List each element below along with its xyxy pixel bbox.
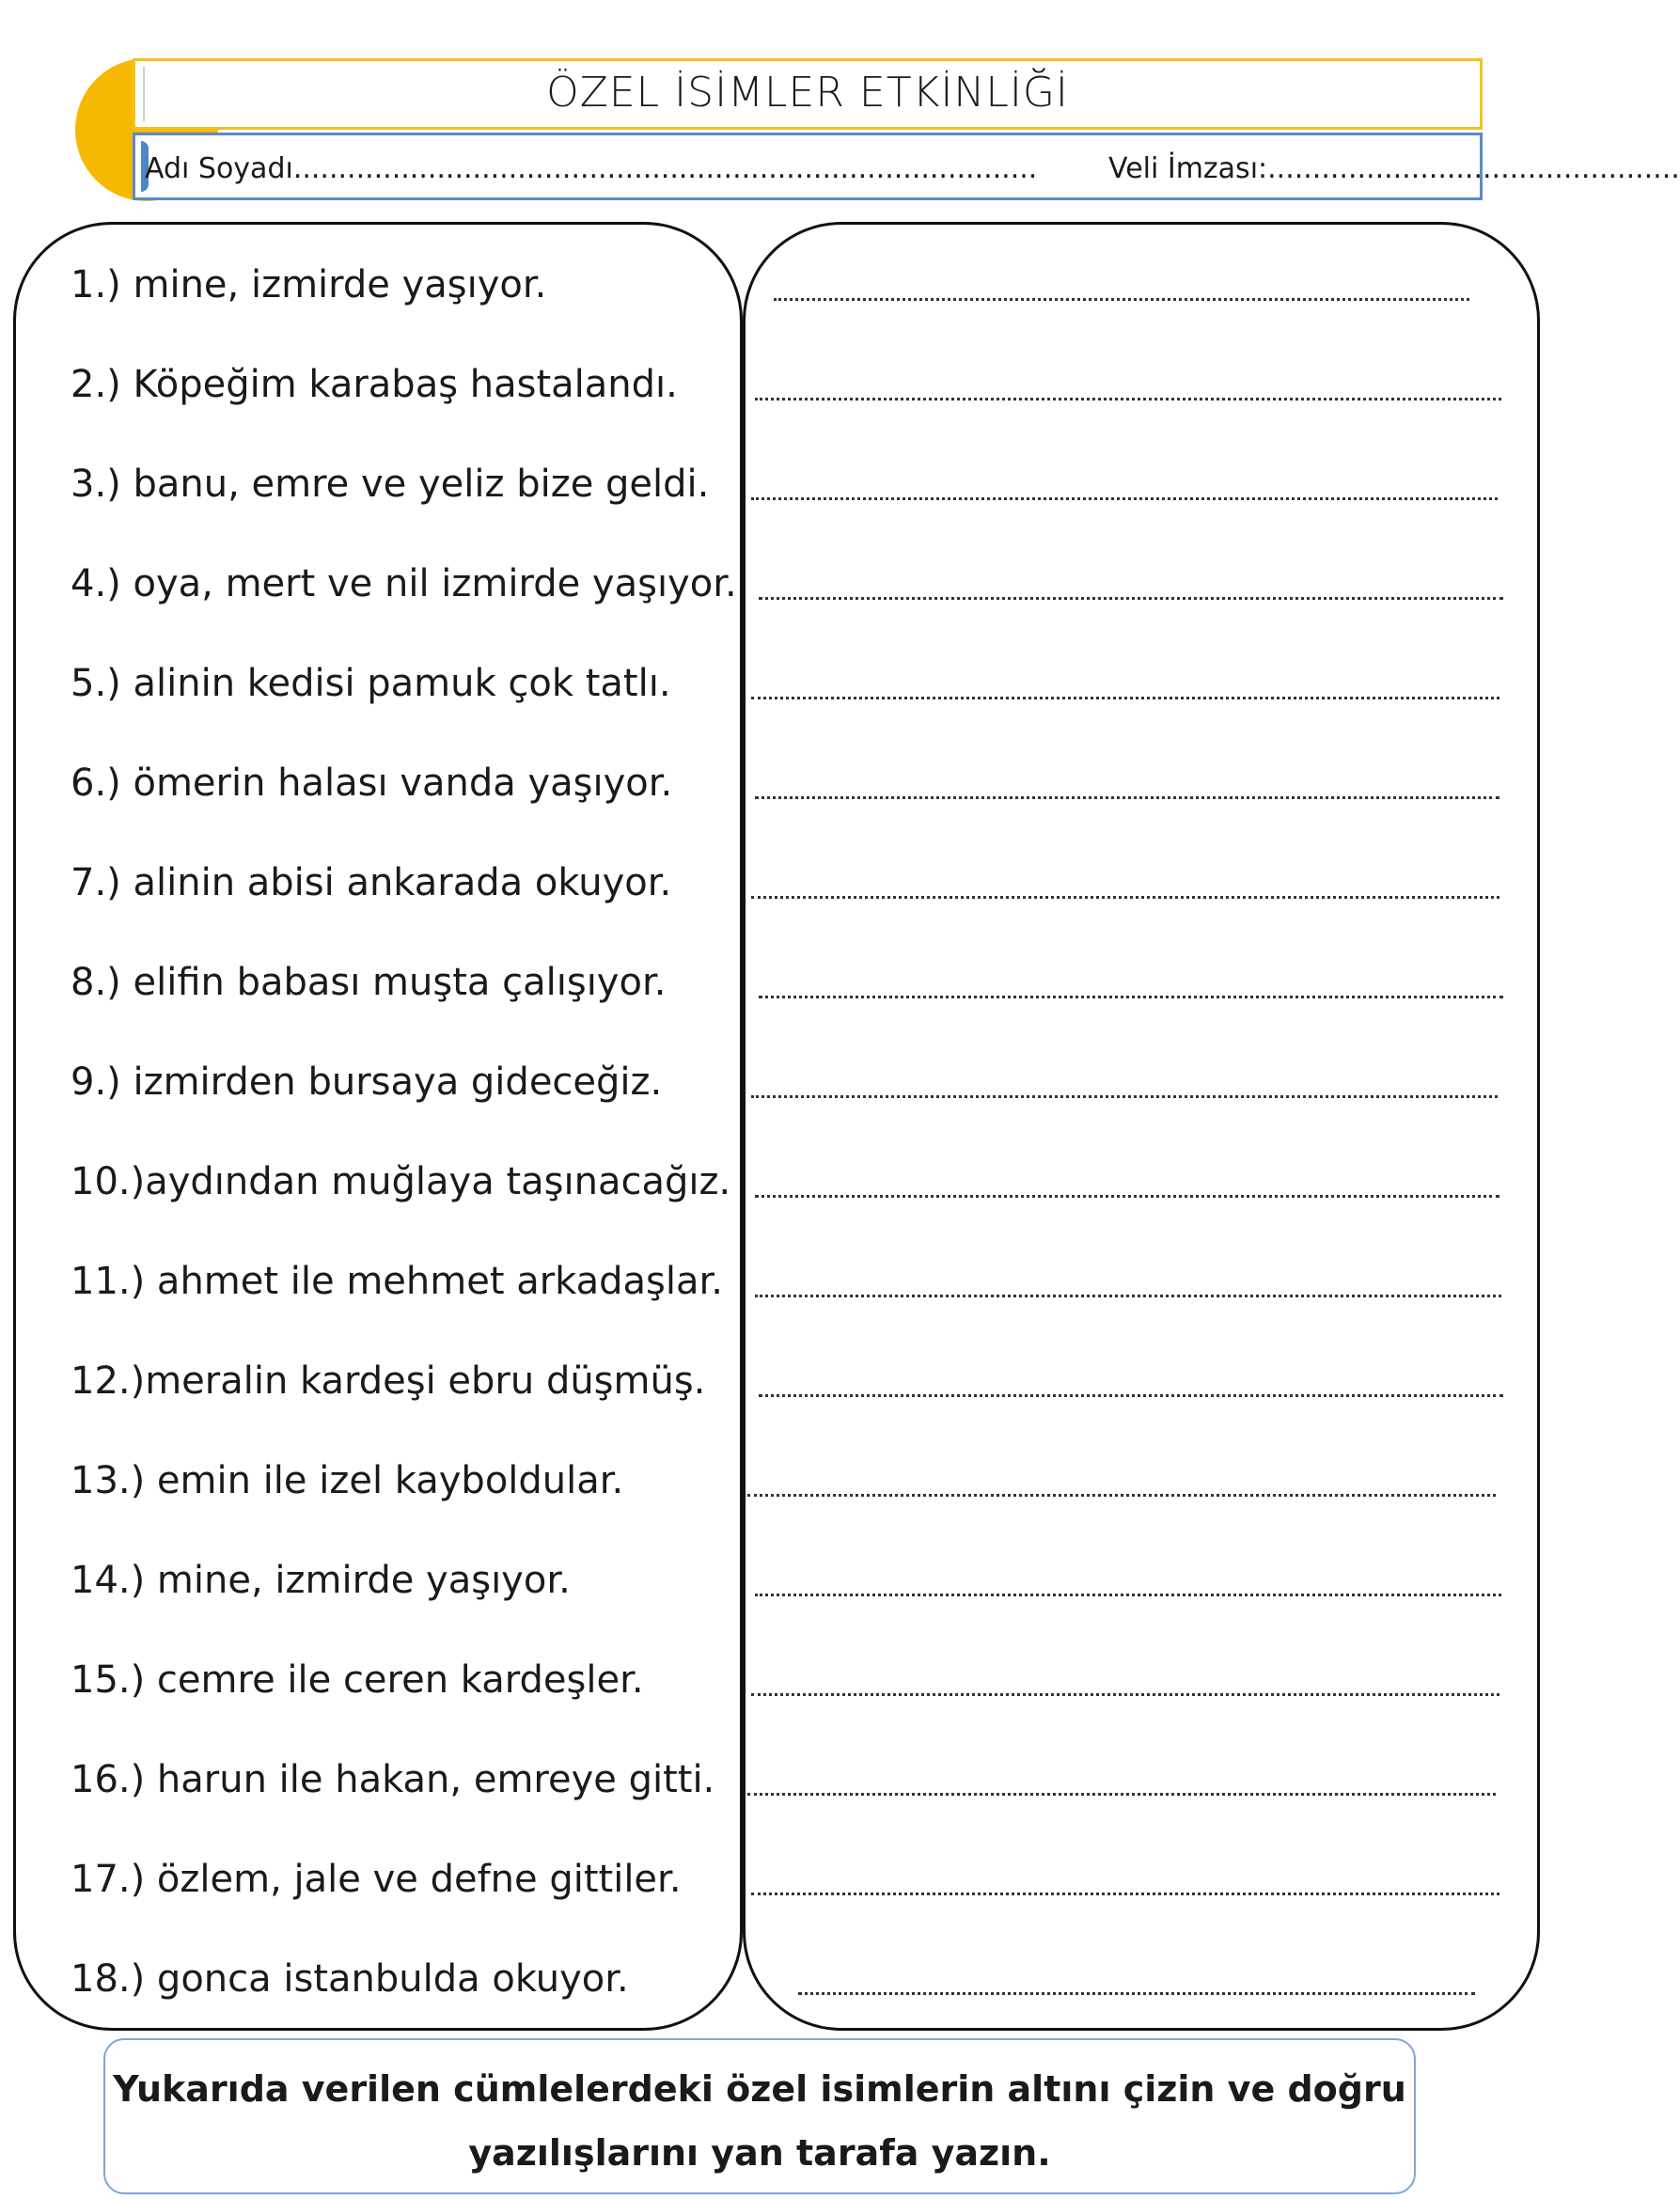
sentence-15: 15.) cemre ile ceren kardeşler. bbox=[71, 1658, 644, 1702]
sentence-2: 2.) Köpeğim karabaş hastalandı. bbox=[71, 363, 678, 406]
instruction-box bbox=[103, 2038, 1416, 2194]
sentence-18: 18.) gonca istanbulda okuyor. bbox=[71, 1957, 629, 2001]
sentence-11: 11.) ahmet ile mehmet arkadaşlar. bbox=[71, 1260, 724, 1303]
sentence-14: 14.) mine, izmirde yaşıyor. bbox=[71, 1559, 571, 1602]
instruction-line-1: Yukarıda verilen cümlelerdeki özel isimlerin altını çizin ve doğru bbox=[113, 2068, 1406, 2110]
answer-line-12[interactable] bbox=[759, 1394, 1503, 1397]
sentence-5: 5.) alinin kedisi pamuk çok tatlı. bbox=[71, 662, 671, 705]
answer-line-18[interactable] bbox=[798, 1992, 1475, 1995]
answer-line-8[interactable] bbox=[759, 996, 1503, 998]
answer-line-3[interactable] bbox=[751, 497, 1498, 500]
sentence-10: 10.)aydından muğlaya taşınacağız. bbox=[71, 1160, 731, 1203]
answer-line-13[interactable] bbox=[747, 1494, 1496, 1497]
sentence-4: 4.) oya, mert ve nil izmirde yaşıyor. bbox=[71, 562, 737, 605]
answer-line-9[interactable] bbox=[751, 1095, 1498, 1098]
answer-line-7[interactable] bbox=[751, 896, 1499, 899]
instruction-line-2: yazılışlarını yan tarafa yazın. bbox=[468, 2132, 1051, 2174]
answer-line-17[interactable] bbox=[751, 1893, 1499, 1895]
sentence-13: 13.) emin ile izel kayboldular. bbox=[71, 1459, 624, 1502]
answer-line-14[interactable] bbox=[755, 1594, 1501, 1596]
answer-line-16[interactable] bbox=[747, 1793, 1496, 1796]
sentence-3: 3.) banu, emre ve yeliz bize geldi. bbox=[71, 463, 710, 506]
sentence-1: 1.) mine, izmirde yaşıyor. bbox=[71, 263, 547, 306]
sentence-6: 6.) ömerin halası vanda yaşıyor. bbox=[71, 762, 673, 805]
answer-line-10[interactable] bbox=[755, 1195, 1499, 1198]
sentence-7: 7.) alinin abisi ankarada okuyor. bbox=[71, 861, 672, 904]
sentence-8: 8.) elifin babası muşta çalışıyor. bbox=[71, 961, 667, 1004]
sentence-17: 17.) özlem, jale ve defne gittiler. bbox=[71, 1858, 682, 1901]
answer-line-11[interactable] bbox=[755, 1295, 1501, 1297]
sentences-panel bbox=[13, 222, 743, 2031]
sentence-12: 12.)meralin kardeşi ebru düşmüş. bbox=[71, 1359, 706, 1403]
answers-panel bbox=[743, 222, 1540, 2031]
parent-signature-field[interactable]: Veli İmzası:.............................................. bbox=[1108, 152, 1680, 185]
name-field[interactable]: Adı Soyadı................................................................................... bbox=[145, 152, 1038, 185]
answer-line-1[interactable] bbox=[774, 298, 1469, 301]
sentence-16: 16.) harun ile hakan, emreye gitti. bbox=[71, 1758, 715, 1801]
answer-line-4[interactable] bbox=[759, 597, 1503, 600]
answer-line-5[interactable] bbox=[751, 697, 1499, 699]
answer-line-15[interactable] bbox=[751, 1693, 1499, 1696]
page-title: ÖZEL İSİMLER ETKİNLİĞİ bbox=[546, 69, 1069, 117]
answer-line-2[interactable] bbox=[755, 398, 1501, 401]
sentence-9: 9.) izmirden bursaya gideceğiz. bbox=[71, 1060, 663, 1104]
answer-line-6[interactable] bbox=[755, 796, 1499, 799]
title-box bbox=[133, 58, 1483, 130]
student-info-box bbox=[133, 133, 1680, 200]
